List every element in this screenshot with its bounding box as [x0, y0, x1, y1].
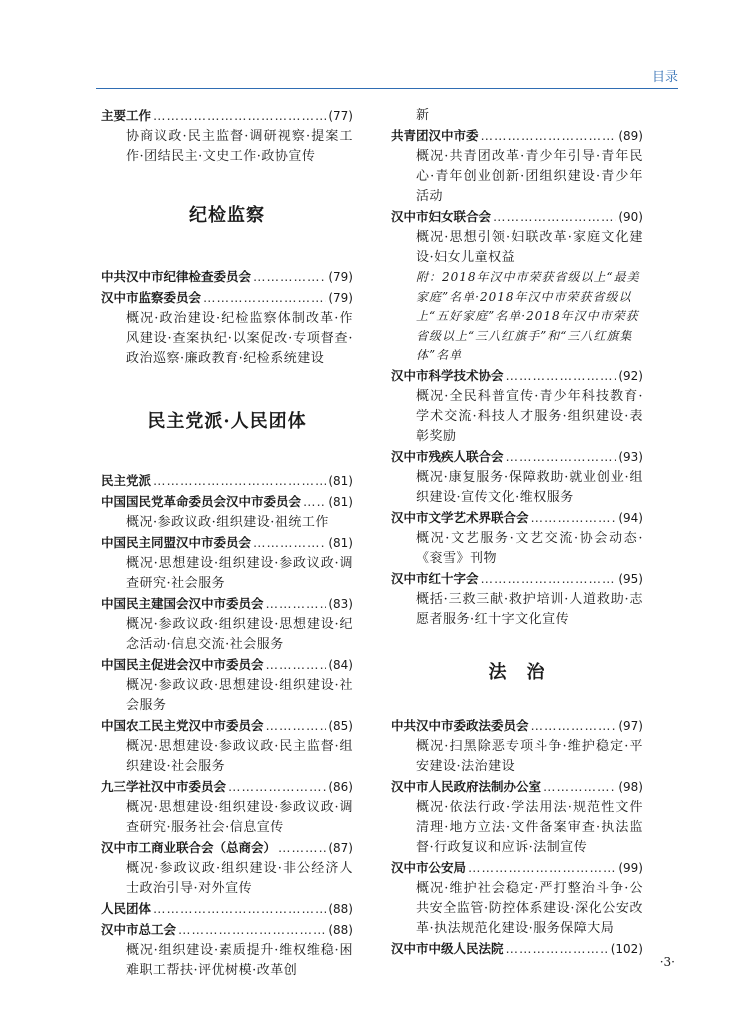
toc-entry[interactable] — [101, 533, 353, 594]
toc-entry-page: (87) — [328, 841, 353, 855]
toc-entry-title: 中国民主同盟汉中市委员会 — [101, 535, 252, 550]
toc-entry-subtopics: 概况·参政议政·组织建设·非公经济人士政治引导·对外宣传 — [126, 861, 353, 896]
toc-entry-title: 人民团体 — [101, 901, 152, 916]
toc-entry-page: (90) — [618, 210, 643, 224]
leader-dots — [506, 368, 617, 383]
leader-dots — [468, 860, 616, 875]
leader-dots — [153, 901, 326, 916]
toc-entry-title: 民主党派 — [101, 473, 152, 488]
toc-entry[interactable] — [101, 716, 353, 777]
toc-entry-page: (77) — [328, 109, 353, 123]
leader-dots — [543, 779, 616, 794]
toc-entry-page: (81) — [328, 536, 353, 550]
toc-entry-attachment: 附：2018年汉中市荣获省级以上“最美家庭”名单·2018年汉中市荣获省级以上“五好家庭”名单·2018年汉中市荣获省级以上“三八红旗手”和“三八红旗集体”名单 — [416, 270, 640, 362]
toc-entry-page: (88) — [328, 902, 353, 916]
section-title: 民主党派·人民团体 — [147, 411, 307, 432]
toc-entry-subtopics: 概况·文艺服务·文艺交流·协会动态·《衮雪》刊物 — [416, 530, 643, 566]
leader-dots — [278, 840, 326, 855]
toc-entry[interactable] — [391, 858, 643, 939]
toc-entry-page: (97) — [618, 718, 643, 733]
toc-entry[interactable] — [101, 899, 353, 920]
leader-dots — [303, 494, 326, 509]
toc-entry-subtopics: 概况·思想引领·妇联改革·家庭文化建设·妇女儿童权益 — [416, 230, 643, 265]
toc-entry-title: 中国民主建国会汉中市委员会 — [101, 596, 264, 611]
toc-entry-page: (85) — [328, 719, 353, 733]
toc-entry-page: (83) — [328, 597, 353, 611]
toc-entry[interactable] — [391, 207, 643, 366]
toc-entry-subtopics: 概况·思想建设·组织建设·参政议政·调查研究·服务社会·信息宣传 — [126, 800, 353, 835]
leader-dots — [481, 571, 617, 586]
leader-dots — [531, 510, 617, 525]
header-rule — [96, 88, 678, 89]
toc-entry-page: (98) — [618, 779, 643, 794]
toc-entry-subtopics: 概况·思想建设·参政议政·民主监督·组织建设·社会服务 — [126, 739, 353, 774]
leader-dots — [153, 473, 326, 488]
toc-entry-title: 中共汉中市委政法委员会 — [391, 717, 529, 733]
toc-entry[interactable] — [391, 508, 643, 569]
toc-entry-subtopics: 概况·组织建设·素质提升·维权维稳·困难职工帮扶·评优树模·改革创 — [126, 943, 353, 978]
toc-entry-page: (94) — [618, 510, 643, 525]
toc-entry-title: 中国国民党革命委员会汉中市委员会 — [101, 494, 302, 509]
toc-entry-title: 汉中市人民政府法制办公室 — [391, 778, 542, 794]
toc-entry-subtopics: 概况·思想建设·组织建设·参政议政·调查研究·社会服务 — [126, 556, 353, 591]
toc-left-column — [101, 106, 353, 981]
leader-dots — [266, 596, 327, 611]
leader-dots — [266, 718, 327, 733]
toc-entry-title: 汉中市红十字会 — [391, 570, 479, 586]
leader-dots — [253, 269, 326, 284]
toc-entry[interactable] — [101, 106, 353, 167]
toc-entry[interactable] — [391, 126, 643, 207]
toc-entry[interactable] — [101, 594, 353, 655]
toc-entry[interactable] — [101, 288, 353, 369]
leader-dots — [203, 290, 326, 305]
toc-entry-page: (86) — [328, 780, 353, 794]
toc-entry-title: 汉中市妇女联合会 — [391, 209, 492, 224]
toc-entry-subtopics: 概况·政治建设·纪检监察体制改革·作风建设·查案执纪·以案促改·专项督查·政治巡察·廉政教育·纪检系统建设 — [126, 311, 353, 366]
toc-entry-page: (79) — [328, 291, 353, 305]
toc-entry[interactable] — [391, 447, 643, 508]
toc-entry-title: 汉中市中级人民法院 — [391, 940, 504, 956]
toc-entry-page: (81) — [328, 495, 353, 509]
toc-entry-page: (93) — [618, 449, 643, 464]
toc-entry-subtopics-continued: 新 — [416, 108, 430, 123]
toc-entry-subtopics: 概况·参政议政·思想建设·组织建设·社会服务 — [126, 678, 353, 713]
toc-entry-title: 汉中市文学艺术界联合会 — [391, 509, 529, 525]
leader-dots — [481, 128, 617, 143]
section-title: 纪检监察 — [189, 205, 265, 226]
leader-dots — [266, 657, 327, 672]
toc-entry[interactable] — [101, 492, 353, 533]
toc-entry-subtopics: 概况·全民科普宣传·青少年科技教育·学术交流·科技人才服务·组织建设·表彰奖励 — [416, 388, 643, 444]
toc-entry-title: 中国民主促进会汉中市委员会 — [101, 657, 264, 672]
toc-entry[interactable] — [101, 655, 353, 716]
toc-entry-page: (88) — [328, 923, 353, 937]
leader-dots — [506, 449, 617, 464]
toc-entry-page: (81) — [328, 474, 353, 488]
toc-entry-page: (102) — [610, 941, 643, 956]
section-title: 法 治 — [488, 661, 546, 683]
leader-dots — [178, 922, 326, 937]
header-label: 目录 — [651, 70, 678, 85]
leader-dots — [253, 535, 326, 550]
leader-dots — [506, 941, 609, 956]
toc-entry-subtopics: 概况·扫黑除恶专项斗争·维护稳定·平安建设·法治建设 — [416, 738, 643, 774]
toc-right-column — [391, 106, 643, 960]
toc-entry-title: 主要工作 — [101, 108, 152, 123]
leader-dots — [493, 209, 616, 224]
toc-entry-subtopics: 概况·共青团改革·青少年引导·青年民心·青年创业创新·团组织建设·青少年活动 — [416, 149, 643, 204]
toc-entry-title: 共青团汉中市委 — [391, 128, 479, 143]
toc-entry-page: (79) — [328, 270, 353, 284]
toc-entry-subtopics: 概况·参政议政·组织建设·祖统工作 — [126, 515, 329, 530]
toc-entry-page: (95) — [618, 571, 643, 586]
toc-entry[interactable] — [391, 777, 643, 858]
toc-entry-subtopics: 概况·康复服务·保障救助·就业创业·组织建设·宣传文化·维权服务 — [416, 469, 643, 505]
toc-entry-subtopics: 概括·三救三献·救护培训·人道救助·志愿者服务·红十字文化宣传 — [416, 591, 643, 627]
toc-entry-title: 汉中市总工会 — [101, 922, 177, 937]
toc-entry[interactable] — [101, 838, 353, 899]
toc-entry-page: (92) — [618, 368, 643, 383]
toc-entry-subtopics: 概况·参政议政·组织建设·思想建设·纪念活动·信息交流·社会服务 — [126, 617, 353, 652]
toc-entry-title: 中国农工民主党汉中市委员会 — [101, 718, 264, 733]
toc-entry[interactable] — [391, 716, 643, 777]
toc-entry-title: 汉中市残疾人联合会 — [391, 448, 504, 464]
toc-entry-title: 汉中市工商业联合会（总商会） — [101, 840, 277, 855]
toc-entry-page: (89) — [618, 129, 643, 143]
toc-entry-title: 中共汉中市纪律检查委员会 — [101, 269, 252, 284]
toc-entry-title: 九三学社汉中市委员会 — [101, 779, 227, 794]
leader-dots — [228, 779, 326, 794]
toc-entry[interactable] — [101, 920, 353, 981]
leader-dots — [531, 718, 617, 733]
page-number: ·3· — [659, 955, 675, 969]
toc-entry-title: 汉中市公安局 — [391, 859, 467, 875]
toc-entry-page: (99) — [618, 860, 643, 875]
toc-entry[interactable] — [391, 569, 643, 630]
toc-entry-page: (84) — [328, 658, 353, 672]
toc-entry-title: 汉中市科学技术协会 — [391, 367, 504, 383]
toc-entry-subtopics: 协商议政·民主监督·调研视察·提案工作·团结民主·文史工作·政协宣传 — [126, 129, 353, 164]
toc-entry[interactable] — [391, 939, 643, 960]
toc-entry-subtopics: 概况·维护社会稳定·严打整治斗争·公共安全监管·防控体系建设·深化公安改革·执法规范化建设·服务保障大局 — [416, 880, 643, 936]
toc-entry[interactable] — [101, 471, 353, 492]
toc-entry-subtopics: 概况·依法行政·学法用法·规范性文件清理·地方立法·文件备案审查·执法监督·行政复议和应诉·法制宣传 — [416, 799, 643, 855]
toc-entry-title: 汉中市监察委员会 — [101, 290, 202, 305]
toc-entry[interactable] — [101, 267, 353, 288]
leader-dots — [153, 108, 326, 123]
toc-entry[interactable] — [101, 777, 353, 838]
toc-entry[interactable] — [391, 366, 643, 447]
